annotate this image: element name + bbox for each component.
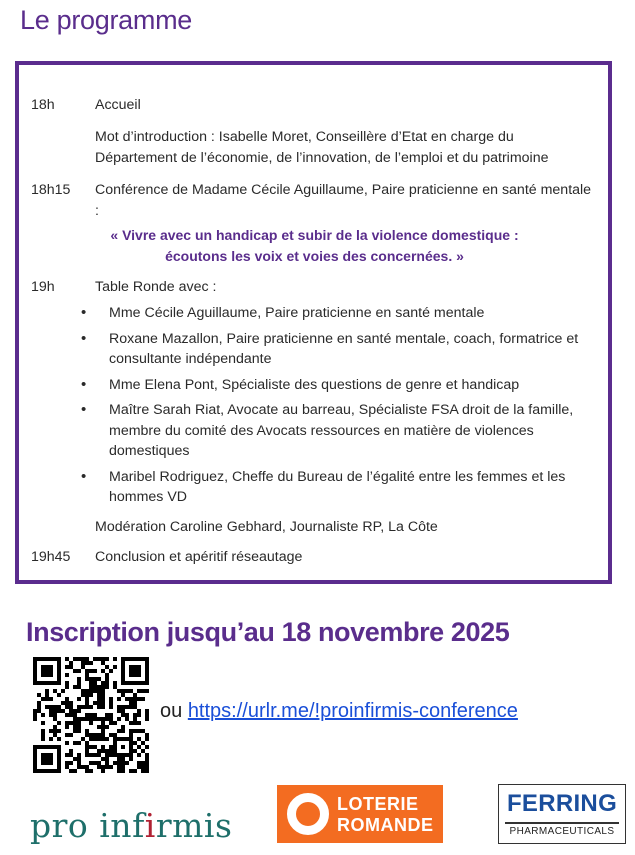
inscription-title: Inscription jusqu’au 18 novembre 2025 — [26, 617, 510, 647]
ring-icon — [287, 793, 329, 835]
time-label: 18h — [31, 97, 55, 113]
program-box — [15, 61, 612, 584]
registration-link[interactable]: https://urlr.me/!proinfirmis-conference — [187, 700, 518, 722]
logo-text-accent: i — [144, 806, 156, 845]
registration-link-row — [160, 700, 518, 723]
time-label: 19h — [31, 279, 55, 295]
conference-title-line2: écoutons les voix et voies des concernées. » — [165, 248, 464, 264]
logo-line2: ROMANDE — [337, 815, 434, 835]
logo-divider — [505, 822, 619, 824]
link-prefix: ou — [160, 700, 183, 722]
item-text: Conférence de Madame Cécile Aguillaume, Paire praticienne en santé mentale : — [95, 182, 592, 219]
list-item: • Maître Sarah Riat, Avocate au barreau, Spécialiste FSA droit de la famille, membre du comité des Avocats ressources en matière de violences domestiques — [95, 400, 594, 462]
item-text: Accueil — [95, 97, 141, 113]
loterie-romande-logo — [277, 785, 443, 843]
pro-infirmis-logo — [30, 806, 232, 845]
ferring-logo — [498, 784, 626, 844]
panelists-list — [95, 303, 594, 513]
logo-subtitle: PHARMACEUTICALS — [509, 826, 615, 837]
item-text: Table Ronde avec : — [95, 279, 217, 295]
conference-title-line1: « Vivre avec un handicap et subir de la violence domestique : — [110, 227, 519, 243]
list-item: • Roxane Mazallon, Paire praticienne en santé mentale, coach, formatrice et consultante indépendante — [95, 329, 594, 370]
logo-line1: LOTERIE — [337, 794, 419, 814]
item-text: Conclusion et apéritif réseautage — [95, 549, 303, 565]
page-title: Le programme — [20, 5, 192, 35]
list-item: • Maribel Rodriguez, Cheffe du Bureau de l’égalité entre les femmes et les hommes VD — [95, 467, 594, 508]
logo-name: FERRING — [506, 790, 618, 817]
logo-text-part2: rmis — [155, 806, 233, 845]
item-text: Modération Caroline Gebhard, Journaliste RP, La Côte — [95, 519, 438, 535]
list-item: • Mme Elena Pont, Spécialiste des questions de genre et handicap — [95, 375, 594, 396]
logo-text-part1: pro inf — [30, 806, 145, 845]
item-text: Mot d’introduction : Isabelle Moret, Conseillère d’Etat en charge du Département de l’économie, de l’innovation, de l’emploi et du patrimoine — [95, 129, 549, 166]
time-label: 18h15 — [31, 182, 71, 198]
list-item: • Mme Cécile Aguillaume, Paire praticienne en santé mentale — [95, 303, 594, 324]
time-label: 19h45 — [31, 549, 71, 565]
qr-code[interactable] — [33, 657, 149, 773]
